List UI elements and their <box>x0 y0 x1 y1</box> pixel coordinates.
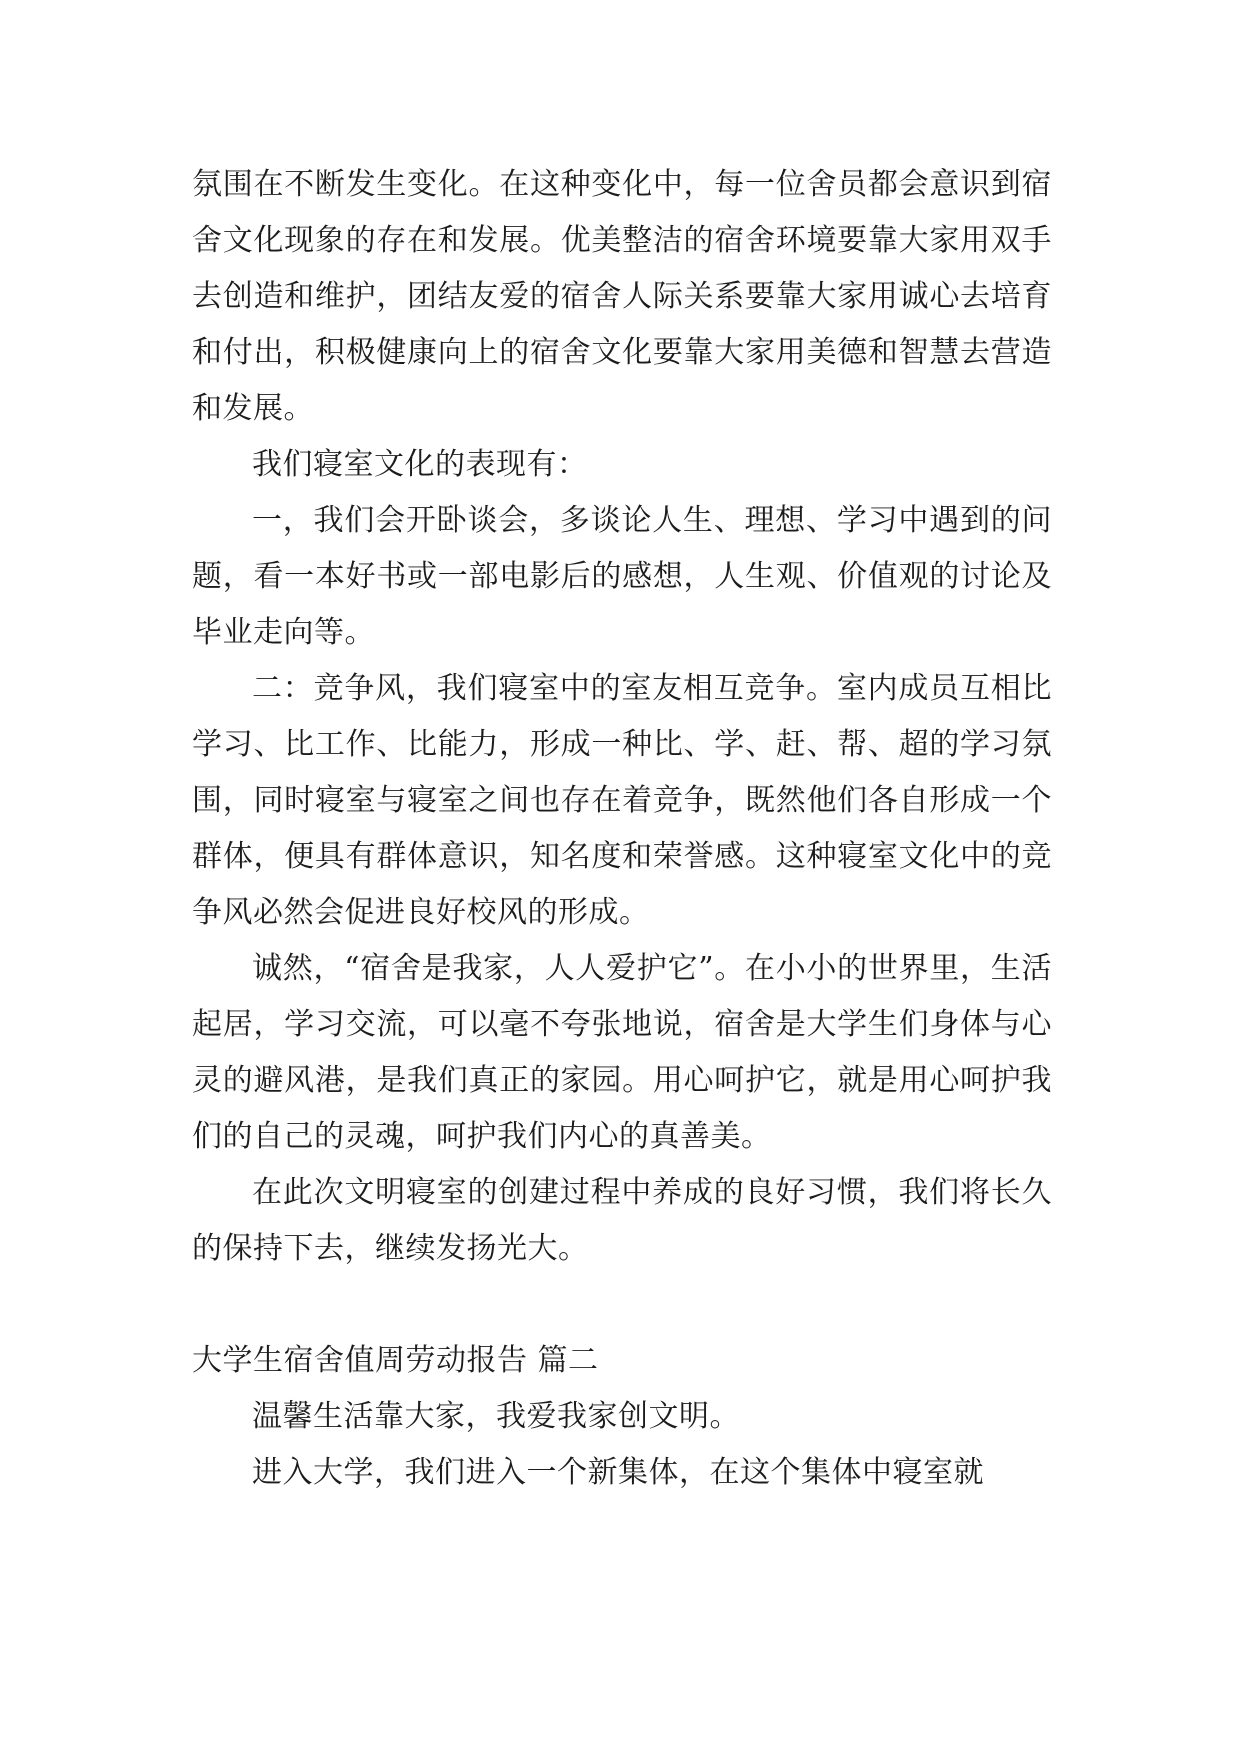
paragraph-7: 温馨生活靠大家，我爱我家创文明。 <box>252 1399 740 1434</box>
paragraph-4: 二：竞争风，我们寝室中的室友相互竞争。室内成员互相比学习、比工作、比能力，形成一种比、学、赶、帮、超的学习氛围，同时寝室与寝室之间也存在着竞争，既然他们各自形成一个群体，便具有群体意识，知名度和荣誉感。这种寝室文化中的竞争风必然会促进良好校风的形成。 <box>192 671 1052 930</box>
paragraph-3: 一，我们会开卧谈会，多谈论人生、理想、学习中遇到的问题，看一本好书或一部电影后的感想，人生观、价值观的讨论及毕业走向等。 <box>192 503 1052 650</box>
paragraph-8: 进入大学，我们进入一个新集体，在这个集体中寝室就 <box>252 1455 984 1490</box>
paragraph-2: 我们寝室文化的表现有： <box>252 447 588 482</box>
paragraph-6: 在此次文明寝室的创建过程中养成的良好习惯，我们将长久的保持下去，继续发扬光大。 <box>192 1175 1052 1266</box>
paragraph-5: 诚然，“宿舍是我家，人人爱护它”。在小小的世界里，生活起居，学习交流，可以毫不夸张地说，宿舍是大学生们身体与心灵的避风港，是我们真正的家园。用心呵护它，就是用心呵护我们的自己的灵魂，呵护我们内心的真善美。 <box>192 951 1052 1154</box>
paragraph-1: 氛围在不断发生变化。在这种变化中，每一位舍员都会意识到宿舍文化现象的存在和发展。优美整洁的宿舍环境要靠大家用双手去创造和维护，团结友爱的宿舍人际关系要靠大家用诚心去培育和付出，积极健康向上的宿舍文化要靠大家用美德和智慧去营造和发展。 <box>192 167 1052 426</box>
document-body <box>192 157 1052 1501</box>
section-heading: 大学生宿舍值周劳动报告 篇二 <box>192 1343 599 1378</box>
